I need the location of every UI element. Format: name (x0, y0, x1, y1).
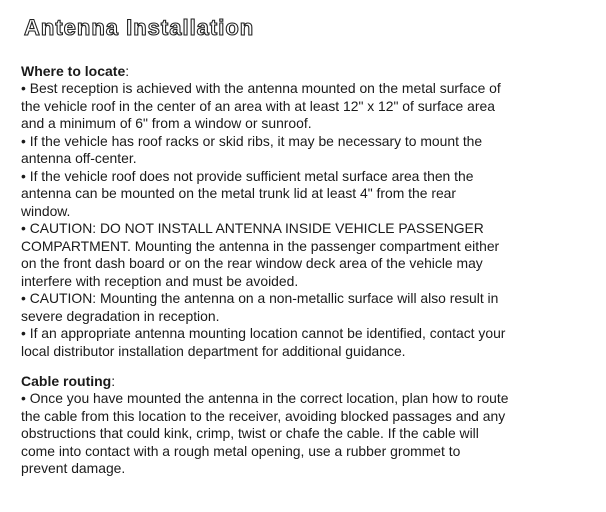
text-line: • CAUTION: DO NOT INSTALL ANTENNA INSIDE VEHICLE PASSENGER (21, 220, 484, 236)
cable-routing-heading (21, 372, 591, 390)
text-line: severe degradation in reception. (21, 307, 220, 324)
where-to-locate-heading-text: Where to locate (21, 63, 126, 79)
where-to-locate-heading (21, 62, 591, 80)
cable-routing-heading-text: Cable routing (21, 373, 112, 389)
text-line: • Once you have mounted the antenna in the correct location, plan how to route (21, 390, 509, 406)
text-line: local distributor installation department for additional guidance. (21, 342, 406, 359)
text-line: antenna can be mounted on the metal trunk lid at least 4" from the rear (21, 185, 457, 201)
text-line: the cable from this location to the receiver, avoiding blocked passages and any (21, 407, 506, 424)
text-line: the vehicle roof in the center of an area with at least 12" x 12" of surface area (21, 97, 495, 114)
text-line: and a minimum of 6" from a window or sunroof. (21, 115, 312, 131)
text-line: • If the vehicle has roof racks or skid ribs, it may be necessary to mount the (21, 132, 483, 149)
page-title: Antenna Installation (24, 15, 255, 40)
where-to-locate-heading-colon: : (125, 63, 130, 79)
text-line: • If the vehicle roof does not provide sufficient metal surface area then the (21, 167, 474, 184)
text-line: obstructions that could kink, crimp, twist or chafe the cable. If the cable will (21, 425, 479, 441)
text-line: • CAUTION: Mounting the antenna on a non-metallic surface will also result in (21, 290, 499, 306)
text-line: • If an appropriate antenna mounting location cannot be identified, contact your (21, 325, 506, 341)
text-line: window. (21, 202, 71, 219)
cable-routing-section (21, 372, 591, 478)
text-line: COMPARTMENT. Mounting the antenna in the passenger compartment either (21, 237, 500, 254)
where-to-locate-section (21, 62, 591, 360)
text-line: interfere with reception and must be avoided. (21, 272, 299, 289)
text-line: on the front dash board or on the rear window deck area of the vehicle may (21, 255, 483, 271)
text-line: come into contact with a rough metal opening, use a rubber grommet to (21, 442, 461, 459)
text-line: • Best reception is achieved with the antenna mounted on the metal surface of (21, 80, 501, 96)
text-line: prevent damage. (21, 460, 126, 476)
cable-routing-heading-colon: : (111, 373, 116, 389)
text-line: antenna off-center. (21, 150, 137, 166)
